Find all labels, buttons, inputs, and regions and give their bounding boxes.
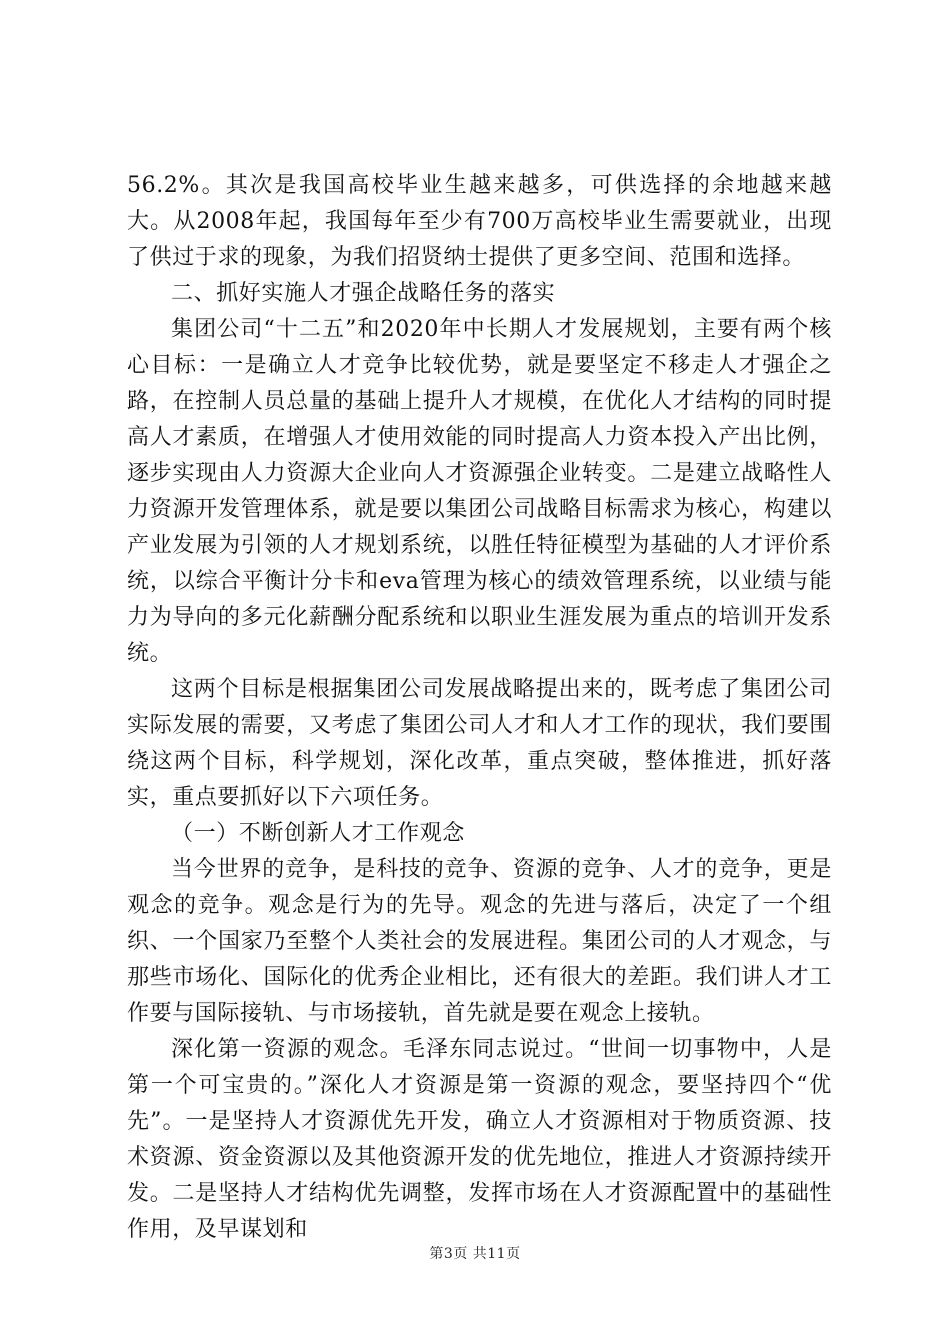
document-body <box>127 168 832 1248</box>
section-heading: 二、抓好实施人才强企战略任务的落实 <box>171 281 556 306</box>
paragraph-competition: 当今世界的竞争，是科技的竞争、资源的竞争、人才的竞争，更是观念的竞争。观念是行为的先导。观念的先进与落后，决定了一个组织、一个国家乃至整个人类社会的发展进程。集团公司的人才观念，与那些市场化、国际化的优秀企业相比，还有很大的差距。我们讲人才工作要与国际接轨、与市场接轨，首先就是要在观念上接轨。 <box>127 857 832 1026</box>
paragraph-continuation: 56.2%。其次是我国高校毕业生越来越多，可供选择的余地越来越大。从2008年起，我国每年至少有700万高校毕业生需要就业，出现了供过于求的现象，为我们招贤纳士提供了更多空间、范围和选择。 <box>127 173 832 270</box>
paragraph-first-resource: 深化第一资源的观念。毛泽东同志说过。“世间一切事物中，人是第一个可宝贵的。”深化人才资源是第一资源的观念，要坚持四个“优先”。一是坚持人才资源优先开发，确立人才资源相对于物质资源、技术资源、资金资源以及其他资源开发的优先地位，推进人才资源持续开发。二是坚持人才结构优先调整，发挥市场在人才资源配置中的基础性作用，及早谋划和 <box>127 1037 832 1242</box>
subsection-heading: （一）不断创新人才工作观念 <box>171 821 465 846</box>
page-number: 第3页 共11页 <box>429 1246 521 1262</box>
paragraph-goal-context: 这两个目标是根据集团公司发展战略提出来的，既考虑了集团公司实际发展的需要，又考虑了集团公司人才和人才工作的现状，我们要围绕这两个目标，科学规划，深化改革，重点突破，整体推进，抓好落实，重点要抓好以下六项任务。 <box>127 677 832 810</box>
paragraph-core-goals: 集团公司“十二五”和2020年中长期人才发展规划，主要有两个核心目标：一是确立人才竞争比较优势，就是要坚定不移走人才强企之路，在控制人员总量的基础上提升人才规模，在优化人才结构的同时提高人才素质，在增强人才使用效能的同时提高人力资本投入产出比例，逐步实现由人力资源大企业向人才资源强企业转变。二是建立战略性人力资源开发管理体系，就是要以集团公司战略目标需求为核心，构建以产业发展为引领的人才规划系统，以胜任特征模型为基础的人才评价系统，以综合平衡计分卡和eva管理为核心的绩效管理系统，以业绩与能力为导向的多元化薪酬分配系统和以职业生涯发展为重点的培训开发系统。 <box>127 317 832 666</box>
page-footer <box>0 1244 950 1264</box>
